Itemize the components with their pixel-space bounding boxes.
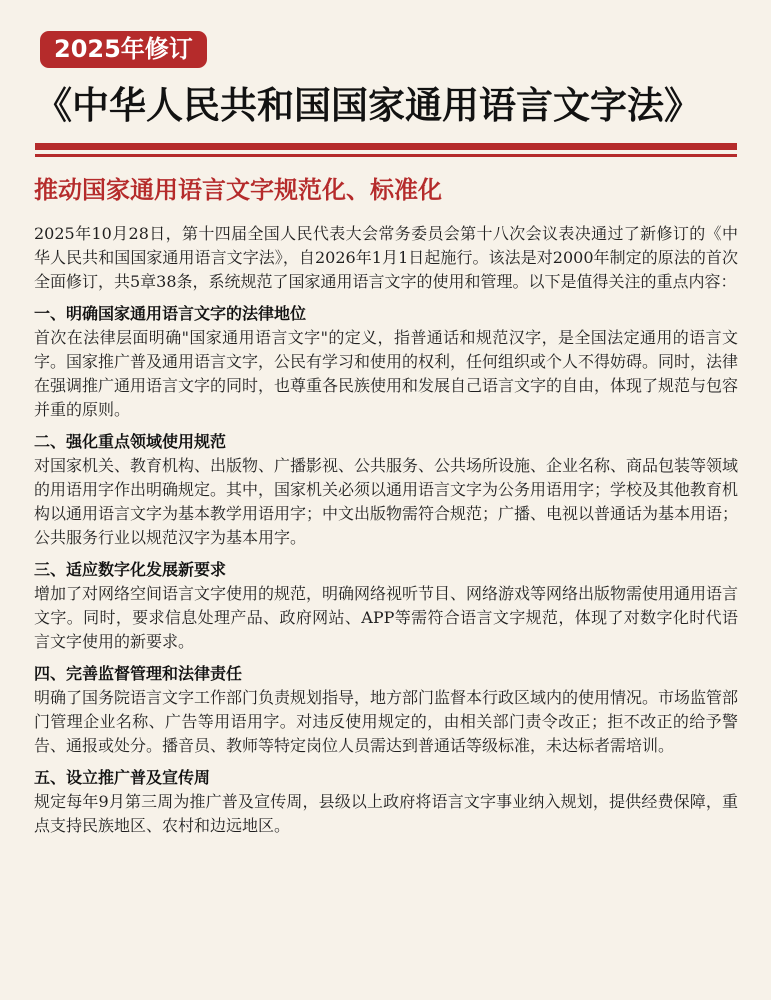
section-key-fields — [34, 430, 738, 550]
intro-paragraph: 2025年10月28日，第十四届全国人民代表大会常务委员会第十八次会议表决通过了新修订的《中华人民共和国国家通用语言文字法》，自2026年1月1日起施行。该法是对2000年制定的原法的首次全面修订，共5章38条，系统规范了国家通用语言文字的使用和管理。以下是值得关注的重点内容： — [34, 224, 738, 291]
article-content — [34, 222, 738, 982]
section-heading: 五、设立推广普及宣传周 — [34, 768, 211, 787]
section-promotion-week — [34, 766, 738, 838]
title-divider-thick — [35, 143, 737, 150]
section-body: 首次在法律层面明确"国家通用语言文字"的定义，指普通话和规范汉字，是全国法定通用的语言文字。国家推广普及通用语言文字，公民有学习和使用的权利，任何组织或个人不得妨碍。同时，法律在强调推广通用语言文字的同时，也尊重各民族使用和发展自己语言文字的自由，体现了规范与包容并重的原则。 — [34, 328, 738, 419]
title-divider-thin — [35, 154, 737, 157]
law-title: 《中华人民共和国国家通用语言文字法》 — [35, 84, 701, 127]
section-supervision — [34, 662, 738, 758]
subtitle: 推动国家通用语言文字规范化、标准化 — [34, 176, 442, 204]
section-heading: 一、明确国家通用语言文字的法律地位 — [34, 304, 307, 323]
section-body: 增加了对网络空间语言文字使用的规范，明确网络视听节目、网络游戏等网络出版物需使用通用语言文字。同时，要求信息处理产品、政府网站、APP等需符合语言文字规范，体现了对数字化时代语言文字使用的新要求。 — [34, 584, 738, 651]
section-body: 对国家机关、教育机构、出版物、广播影视、公共服务、公共场所设施、企业名称、商品包装等领域的用语用字作出明确规定。其中，国家机关必须以通用语言文字为公务用语用字；学校及其他教育机构以通用语言文字为基本教学用语用字；中文出版物需符合规范；广播、电视以普通话为基本用语；公共服务行业以规范汉字为基本用字。 — [34, 456, 738, 547]
section-body: 规定每年9月第三周为推广普及宣传周，县级以上政府将语言文字事业纳入规划，提供经费保障，重点支持民族地区、农村和边远地区。 — [34, 792, 738, 835]
section-heading: 四、完善监督管理和法律责任 — [34, 664, 243, 683]
section-heading: 二、强化重点领域使用规范 — [34, 432, 227, 451]
section-body: 明确了国务院语言文字工作部门负责规划指导，地方部门监督本行政区域内的使用情况。市场监管部门管理企业名称、广告等用语用字。对违反使用规定的，由相关部门责令改正；拒不改正的给予警告、通报或处分。播音员、教师等特定岗位人员需达到普通话等级标准，未达标者需培训。 — [34, 688, 738, 755]
revision-badge: 2025年修订 — [40, 31, 207, 68]
section-digital — [34, 558, 738, 654]
section-heading: 三、适应数字化发展新要求 — [34, 560, 227, 579]
section-legal-status — [34, 302, 738, 422]
